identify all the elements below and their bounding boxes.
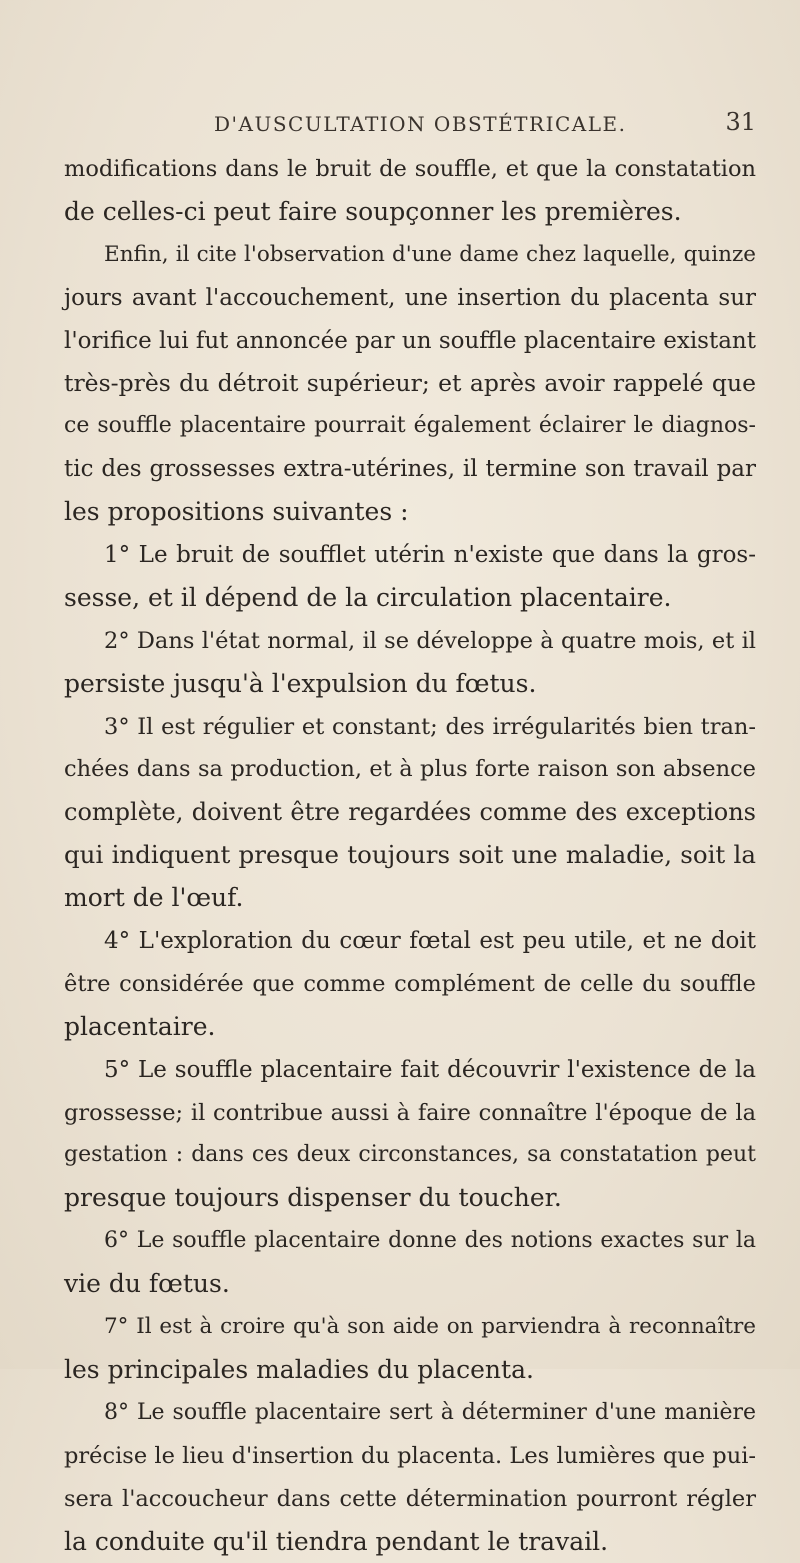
text-line: complète, doivent être regardées comme des exceptions (64, 791, 756, 834)
text-line: persiste jusqu'à l'expulsion du fœtus. (64, 663, 756, 706)
text-line: modifications dans le bruit de souffle, et que la constatation (64, 148, 756, 191)
text-line: 5° Le souffle placentaire fait découvrir l'existence de la (64, 1049, 756, 1092)
text-line: 8° Le souffle placentaire sert à déterminer d'une manière (64, 1392, 756, 1435)
text-line: tic des grossesses extra-utérines, il termine son travail par (64, 448, 756, 491)
text-line: l'orifice lui fut annoncée par un souffle placentaire existant (64, 320, 756, 363)
text-line: grossesse; il contribue aussi à faire connaître l'époque de la (64, 1092, 756, 1135)
running-head (64, 112, 756, 144)
text-line: mort de l'œuf. (64, 877, 756, 920)
text-line: Enfin, il cite l'observation d'une dame chez laquelle, quinze (64, 234, 756, 277)
text-line: sesse, et il dépend de la circulation placentaire. (64, 577, 756, 620)
text-line: très-près du détroit supérieur; et après avoir rappelé que (64, 362, 756, 405)
text-line: gestation : dans ces deux circonstances, sa constatation peut (64, 1134, 756, 1177)
text-line: vie du fœtus. (64, 1263, 756, 1306)
text-line: 7° Il est à croire qu'à son aide on parviendra à reconnaître (64, 1306, 756, 1349)
text-line: ce souffle placentaire pourrait également éclairer le diagnos- (64, 405, 756, 448)
text-line: les propositions suivantes : (64, 491, 756, 534)
text-line: 4° L'exploration du cœur fœtal est peu utile, et ne doit (64, 920, 756, 963)
text-line: jours avant l'accouchement, une insertion du placenta sur (64, 277, 756, 320)
text-line: chées dans sa production, et à plus forte raison son absence (64, 748, 756, 791)
body-text (64, 148, 756, 1563)
text-line: placentaire. (64, 1006, 756, 1049)
text-line: les principales maladies du placenta. (64, 1349, 756, 1392)
running-title: D'AUSCULTATION OBSTÉTRICALE. (214, 112, 626, 136)
text-line: 3° Il est régulier et constant; des irrégularités bien tran- (64, 706, 756, 749)
text-line: précise le lieu d'insertion du placenta. Les lumières que pui- (64, 1435, 756, 1478)
text-line: sera l'accoucheur dans cette détermination pourront régler (64, 1478, 756, 1521)
text-line: presque toujours dispenser du toucher. (64, 1177, 756, 1220)
page-number: 31 (725, 108, 756, 136)
text-line: 1° Le bruit de soufflet utérin n'existe que dans la gros- (64, 534, 756, 577)
text-line: être considérée que comme complément de celle du souffle (64, 963, 756, 1006)
text-line: 6° Le souffle placentaire donne des notions exactes sur la (64, 1220, 756, 1263)
text-line: qui indiquent presque toujours soit une maladie, soit la (64, 834, 756, 877)
text-line: 2° Dans l'état normal, il se développe à quatre mois, et il (64, 620, 756, 663)
text-line: de celles-ci peut faire soupçonner les premières. (64, 191, 756, 234)
text-line: la conduite qu'il tiendra pendant le travail. (64, 1521, 756, 1563)
